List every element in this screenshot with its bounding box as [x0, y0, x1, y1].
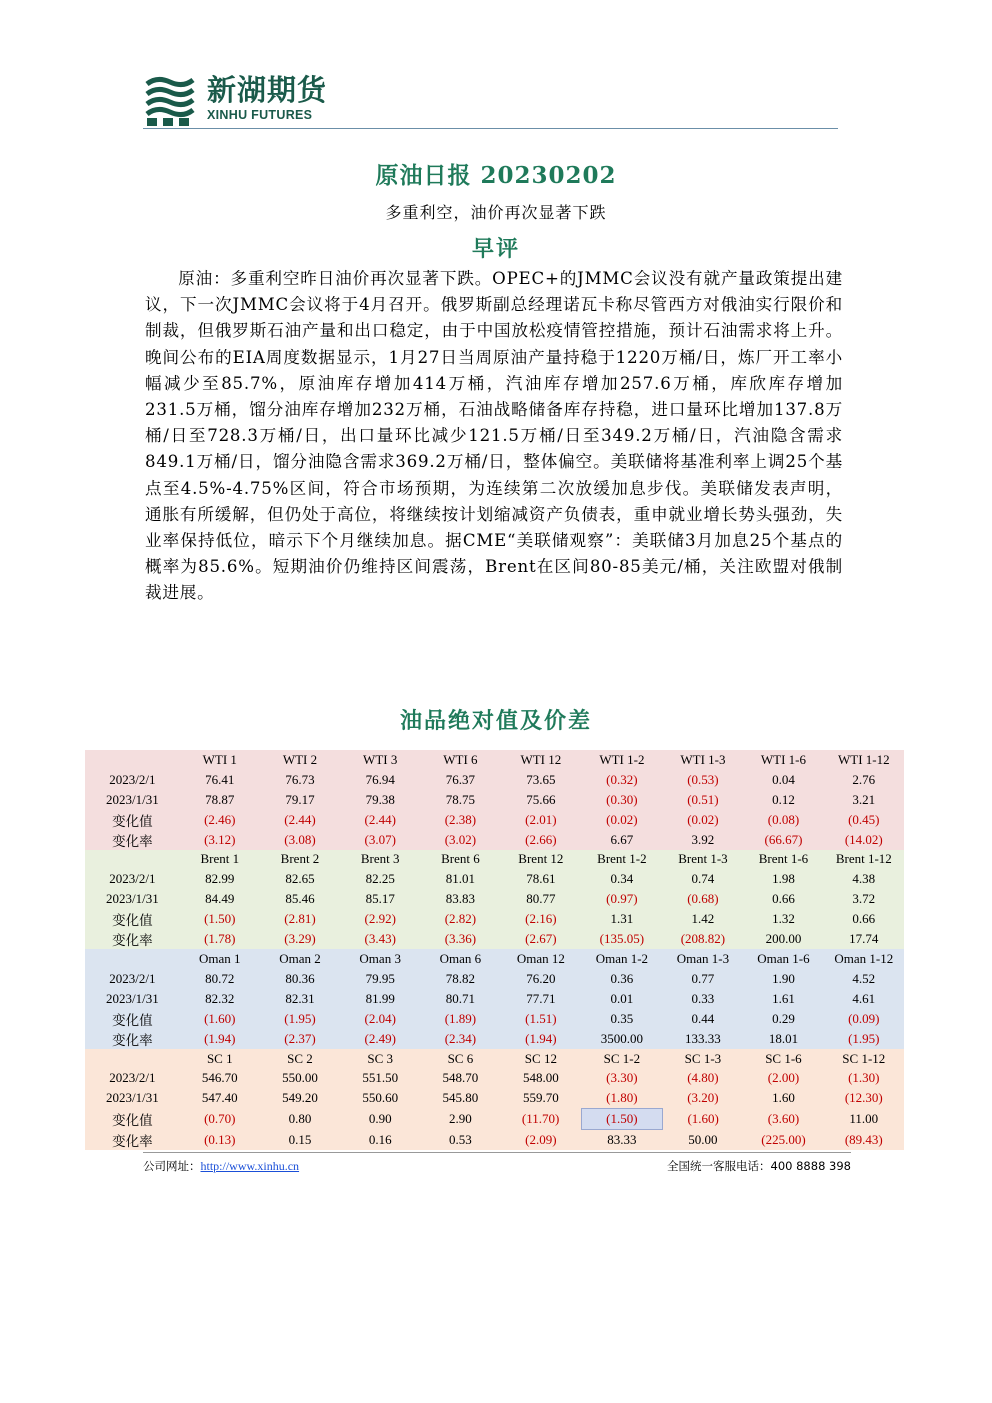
table-cell: (1.78)	[180, 929, 260, 949]
table-cell: (0.02)	[663, 810, 744, 830]
column-header: Brent 1-2	[581, 850, 662, 870]
oil-price-table	[85, 750, 904, 1150]
table-cell: (3.60)	[743, 1109, 823, 1130]
table-row	[85, 830, 904, 850]
table-cell: 0.77	[663, 969, 744, 989]
table-row	[85, 1068, 904, 1088]
table-cell: 0.15	[260, 1129, 340, 1149]
table-cell: (2.16)	[501, 909, 582, 929]
column-header: SC 1-2	[581, 1049, 662, 1069]
table-cell: 18.01	[743, 1029, 823, 1049]
report-title: 原油日报 20230202	[375, 162, 617, 189]
table-row	[85, 909, 904, 929]
row-label: 变化率	[85, 1129, 180, 1149]
table-cell: 1.98	[743, 869, 823, 889]
column-header: Oman 1	[180, 949, 260, 969]
table-cell: (2.44)	[260, 810, 340, 830]
column-header: SC 3	[340, 1049, 420, 1069]
table-cell: (3.20)	[663, 1088, 744, 1108]
column-header: Brent 1	[180, 850, 260, 870]
table-cell: (1.95)	[260, 1009, 340, 1029]
table-cell: (14.02)	[824, 830, 904, 850]
table-row	[85, 1088, 904, 1108]
table-cell: (11.70)	[501, 1109, 582, 1130]
report-subtitle: 多重利空，油价再次显著下跌	[385, 203, 607, 222]
table-row	[85, 770, 904, 790]
row-label: 2023/1/31	[85, 989, 180, 1009]
table-row	[85, 1009, 904, 1029]
row-label: 变化值	[85, 909, 180, 929]
logo-chinese-name: 新湖期货	[207, 73, 328, 107]
table-cell: 0.12	[743, 790, 823, 810]
table-cell: (1.95)	[824, 1029, 904, 1049]
table-cell: (3.29)	[260, 929, 340, 949]
table-cell: 550.00	[260, 1068, 340, 1088]
morning-comment-text: 原油：多重利空昨日油价再次显著下跌。OPEC+的JMMC会议没有就产量政策提出建议，下一次JMMC会议将于4月召开。俄罗斯副总经理诺瓦卡称尽管西方对俄油实行限价和制裁，但俄罗斯石油产量和出口稳定，由于中国放松疫情管控措施，预计石油需求将上升。晚间公布的EIA周度数据显示，1月27日当周原油产量持稳于1220万桶/日，炼厂开工率小幅减少至85.7%，原油库存增加414万桶，汽油库存增加257.6万桶，库欣库存增加231.5万桶，馏分油库存增加232万桶，石油战略储备库存持稳，进口量环比增加137.8万桶/日至728.3万桶/日，出口量环比减少121.5万桶/日至349.2万桶/日，汽油隐含需求849.1万桶/日，馏分油隐含需求369.2万桶/日，整体偏空。美联储将基准利率上调25个基点至4.5%-4.75%区间，符合市场预期，为连续第二次放缓加息步伐。美联储发表声明，通胀有所缓解，但仍处于高位，将继续按计划缩减资产负债表，重申就业增长势头强劲，失业率保持低位，暗示下个月继续加息。据CME“美联储观察”：美联储3月加息25个基点的概率为85.6%。短期油价仍维持区间震荡，Brent在区间80-85美元/桶，关注欧盟对俄制裁进展。	[145, 269, 843, 603]
header-blank-cell	[85, 850, 180, 870]
table-cell: 0.01	[581, 989, 662, 1009]
column-header: Oman 1-3	[663, 949, 744, 969]
table-cell: (2.92)	[340, 909, 420, 929]
table-cell: (1.50)	[581, 1109, 662, 1130]
column-header: Brent 1-12	[824, 850, 904, 870]
company-logo	[143, 72, 343, 128]
column-header: Oman 2	[260, 949, 340, 969]
table-cell: 4.52	[824, 969, 904, 989]
table-cell: 2.90	[420, 1109, 500, 1130]
logo-english-name: XINHU FUTURES	[207, 108, 313, 122]
table-cell: 3.92	[663, 830, 744, 850]
table-row	[85, 790, 904, 810]
table-cell: (3.02)	[420, 830, 500, 850]
table-cell: 80.71	[420, 989, 500, 1009]
table-cell: 79.95	[340, 969, 420, 989]
table-cell: (0.68)	[663, 889, 744, 909]
table-cell: 0.29	[743, 1009, 823, 1029]
table-cell: 0.34	[581, 869, 662, 889]
table-row	[85, 810, 904, 830]
table-cell: 546.70	[180, 1068, 260, 1088]
table-cell: 1.90	[743, 969, 823, 989]
table-cell: (0.30)	[581, 790, 662, 810]
column-header: Oman 1-6	[743, 949, 823, 969]
table-cell: (1.60)	[180, 1009, 260, 1029]
row-label: 2023/2/1	[85, 770, 180, 790]
price-table-heading: 油品绝对值及价差	[399, 708, 592, 734]
table-cell: (0.51)	[663, 790, 744, 810]
table-row	[85, 969, 904, 989]
table-cell: (0.09)	[824, 1009, 904, 1029]
table-cell: (3.07)	[340, 830, 420, 850]
table-cell: 82.65	[260, 869, 340, 889]
table-cell: (1.89)	[420, 1009, 500, 1029]
table-cell: (2.04)	[340, 1009, 420, 1029]
table-cell: 200.00	[743, 929, 823, 949]
row-label: 变化率	[85, 1029, 180, 1049]
table-cell: (0.97)	[581, 889, 662, 909]
table-cell: (2.66)	[501, 830, 582, 850]
column-header: SC 1	[180, 1049, 260, 1069]
table-row	[85, 1129, 904, 1149]
website-link[interactable]: http://www.xinhu.cn	[200, 1159, 300, 1173]
table-cell: (1.50)	[180, 909, 260, 929]
table-cell: 80.36	[260, 969, 340, 989]
table-cell: (1.30)	[824, 1068, 904, 1088]
table-cell: 0.44	[663, 1009, 744, 1029]
column-header: Brent 12	[501, 850, 582, 870]
table-cell: 75.66	[501, 790, 582, 810]
table-cell: 2.76	[824, 770, 904, 790]
table-row	[85, 989, 904, 1009]
table-cell: 0.36	[581, 969, 662, 989]
column-header: WTI 1-6	[743, 750, 823, 770]
wave-logo-icon	[143, 74, 197, 126]
table-cell: 3500.00	[581, 1029, 662, 1049]
table-cell: (2.44)	[340, 810, 420, 830]
table-cell: 76.20	[501, 969, 582, 989]
column-header: SC 2	[260, 1049, 340, 1069]
row-label: 变化值	[85, 1009, 180, 1029]
table-cell: (0.53)	[663, 770, 744, 790]
table-cell: 84.49	[180, 889, 260, 909]
table-cell: (2.09)	[501, 1129, 582, 1149]
row-label: 2023/1/31	[85, 790, 180, 810]
table-cell: 4.61	[824, 989, 904, 1009]
table-cell: 80.77	[501, 889, 582, 909]
table-cell: (2.01)	[501, 810, 582, 830]
table-cell: 0.33	[663, 989, 744, 1009]
column-header: SC 12	[501, 1049, 582, 1069]
oil-price-table-body	[85, 750, 904, 1150]
table-cell: (2.37)	[260, 1029, 340, 1049]
sc-header-row	[85, 1049, 904, 1069]
footer-divider	[143, 1152, 851, 1153]
table-cell: 0.16	[340, 1129, 420, 1149]
table-cell: (3.36)	[420, 929, 500, 949]
row-label: 2023/1/31	[85, 1088, 180, 1108]
table-cell: 73.65	[501, 770, 582, 790]
row-label: 变化率	[85, 929, 180, 949]
table-cell: 4.38	[824, 869, 904, 889]
table-cell: 50.00	[663, 1129, 744, 1149]
header-divider	[143, 128, 838, 129]
table-cell: 548.70	[420, 1068, 500, 1088]
table-row	[85, 929, 904, 949]
table-cell: (0.13)	[180, 1129, 260, 1149]
table-cell: (2.00)	[743, 1068, 823, 1088]
oman-header-row	[85, 949, 904, 969]
table-cell: 1.42	[663, 909, 744, 929]
column-header: Oman 12	[501, 949, 582, 969]
table-cell: 82.31	[260, 989, 340, 1009]
table-cell: 1.60	[743, 1088, 823, 1108]
table-cell: 82.32	[180, 989, 260, 1009]
column-header: Oman 6	[420, 949, 500, 969]
column-header: SC 1-3	[663, 1049, 744, 1069]
table-cell: 548.00	[501, 1068, 582, 1088]
column-header: WTI 6	[420, 750, 500, 770]
table-cell: (89.43)	[824, 1129, 904, 1149]
row-label: 变化值	[85, 1109, 180, 1130]
column-header: WTI 1-12	[824, 750, 904, 770]
table-cell: 78.87	[180, 790, 260, 810]
brent-header-row	[85, 850, 904, 870]
column-header: WTI 12	[501, 750, 582, 770]
table-row	[85, 869, 904, 889]
column-header: Oman 3	[340, 949, 420, 969]
row-label: 2023/1/31	[85, 889, 180, 909]
column-header: WTI 1-3	[663, 750, 744, 770]
table-cell: (2.82)	[420, 909, 500, 929]
table-cell: 0.53	[420, 1129, 500, 1149]
table-cell: (1.94)	[180, 1029, 260, 1049]
table-cell: 82.99	[180, 869, 260, 889]
table-cell: 550.60	[340, 1088, 420, 1108]
table-cell: 78.61	[501, 869, 582, 889]
row-label: 变化值	[85, 810, 180, 830]
table-cell: 0.35	[581, 1009, 662, 1029]
table-cell: 1.61	[743, 989, 823, 1009]
morning-comment-heading: 早评	[471, 236, 520, 262]
table-cell: 3.21	[824, 790, 904, 810]
table-cell: (12.30)	[824, 1088, 904, 1108]
table-cell: (1.80)	[581, 1088, 662, 1108]
table-cell: 6.67	[581, 830, 662, 850]
table-cell: 133.33	[663, 1029, 744, 1049]
table-cell: 0.66	[824, 909, 904, 929]
table-cell: 551.50	[340, 1068, 420, 1088]
table-cell: (0.02)	[581, 810, 662, 830]
table-cell: 85.17	[340, 889, 420, 909]
column-header: Oman 1-12	[824, 949, 904, 969]
table-cell: 11.00	[824, 1109, 904, 1130]
footer-website	[143, 1158, 299, 1174]
table-cell: (1.94)	[501, 1029, 582, 1049]
table-cell: (2.81)	[260, 909, 340, 929]
table-row	[85, 1109, 904, 1130]
table-cell: (2.38)	[420, 810, 500, 830]
table-cell: (0.32)	[581, 770, 662, 790]
table-cell: 559.70	[501, 1088, 582, 1108]
table-row	[85, 1029, 904, 1049]
table-cell: 81.01	[420, 869, 500, 889]
table-cell: (135.05)	[581, 929, 662, 949]
table-cell: (1.51)	[501, 1009, 582, 1029]
row-label: 变化率	[85, 830, 180, 850]
table-cell: 77.71	[501, 989, 582, 1009]
table-cell: 83.33	[581, 1129, 662, 1149]
column-header: Brent 1-6	[743, 850, 823, 870]
column-header: Brent 2	[260, 850, 340, 870]
column-header: WTI 1	[180, 750, 260, 770]
header-blank-cell	[85, 1049, 180, 1069]
header-blank-cell	[85, 750, 180, 770]
table-cell: 80.72	[180, 969, 260, 989]
table-cell: (2.67)	[501, 929, 582, 949]
table-cell: 85.46	[260, 889, 340, 909]
table-cell: 549.20	[260, 1088, 340, 1108]
table-cell: 82.25	[340, 869, 420, 889]
table-cell: 76.94	[340, 770, 420, 790]
website-label: 公司网址：	[143, 1159, 201, 1173]
table-cell: (0.70)	[180, 1109, 260, 1130]
table-cell: (208.82)	[663, 929, 744, 949]
table-cell: 0.90	[340, 1109, 420, 1130]
table-cell: (3.43)	[340, 929, 420, 949]
column-header: WTI 1-2	[581, 750, 662, 770]
table-cell: 545.80	[420, 1088, 500, 1108]
footer-hotline: 全国统一客服电话：400 8888 398	[667, 1159, 851, 1173]
column-header: WTI 3	[340, 750, 420, 770]
column-header: SC 1-6	[743, 1049, 823, 1069]
table-cell: 79.17	[260, 790, 340, 810]
table-cell: (3.08)	[260, 830, 340, 850]
table-cell: 76.73	[260, 770, 340, 790]
table-cell: 3.72	[824, 889, 904, 909]
column-header: SC 1-12	[824, 1049, 904, 1069]
table-cell: 76.41	[180, 770, 260, 790]
table-cell: (3.12)	[180, 830, 260, 850]
table-cell: 17.74	[824, 929, 904, 949]
table-cell: 76.37	[420, 770, 500, 790]
table-cell: 0.80	[260, 1109, 340, 1130]
table-cell: 1.32	[743, 909, 823, 929]
table-cell: 547.40	[180, 1088, 260, 1108]
column-header: WTI 2	[260, 750, 340, 770]
row-label: 2023/2/1	[85, 1068, 180, 1088]
column-header: SC 6	[420, 1049, 500, 1069]
table-cell: (225.00)	[743, 1129, 823, 1149]
table-cell: 83.83	[420, 889, 500, 909]
table-cell: 0.04	[743, 770, 823, 790]
table-cell: 0.66	[743, 889, 823, 909]
row-label: 2023/2/1	[85, 969, 180, 989]
table-cell: 78.82	[420, 969, 500, 989]
table-cell: (3.30)	[581, 1068, 662, 1088]
table-row	[85, 889, 904, 909]
table-cell: 0.74	[663, 869, 744, 889]
table-cell: (1.60)	[663, 1109, 744, 1130]
table-cell: (2.49)	[340, 1029, 420, 1049]
table-cell: 1.31	[581, 909, 662, 929]
table-cell: 81.99	[340, 989, 420, 1009]
table-cell: (66.67)	[743, 830, 823, 850]
table-cell: (4.80)	[663, 1068, 744, 1088]
header-blank-cell	[85, 949, 180, 969]
column-header: Brent 1-3	[663, 850, 744, 870]
column-header: Oman 1-2	[581, 949, 662, 969]
wti-header-row	[85, 750, 904, 770]
table-cell: (2.46)	[180, 810, 260, 830]
table-cell: (0.45)	[824, 810, 904, 830]
column-header: Brent 6	[420, 850, 500, 870]
table-cell: (2.34)	[420, 1029, 500, 1049]
column-header: Brent 3	[340, 850, 420, 870]
table-cell: 79.38	[340, 790, 420, 810]
table-cell: (0.08)	[743, 810, 823, 830]
row-label: 2023/2/1	[85, 869, 180, 889]
table-cell: 78.75	[420, 790, 500, 810]
